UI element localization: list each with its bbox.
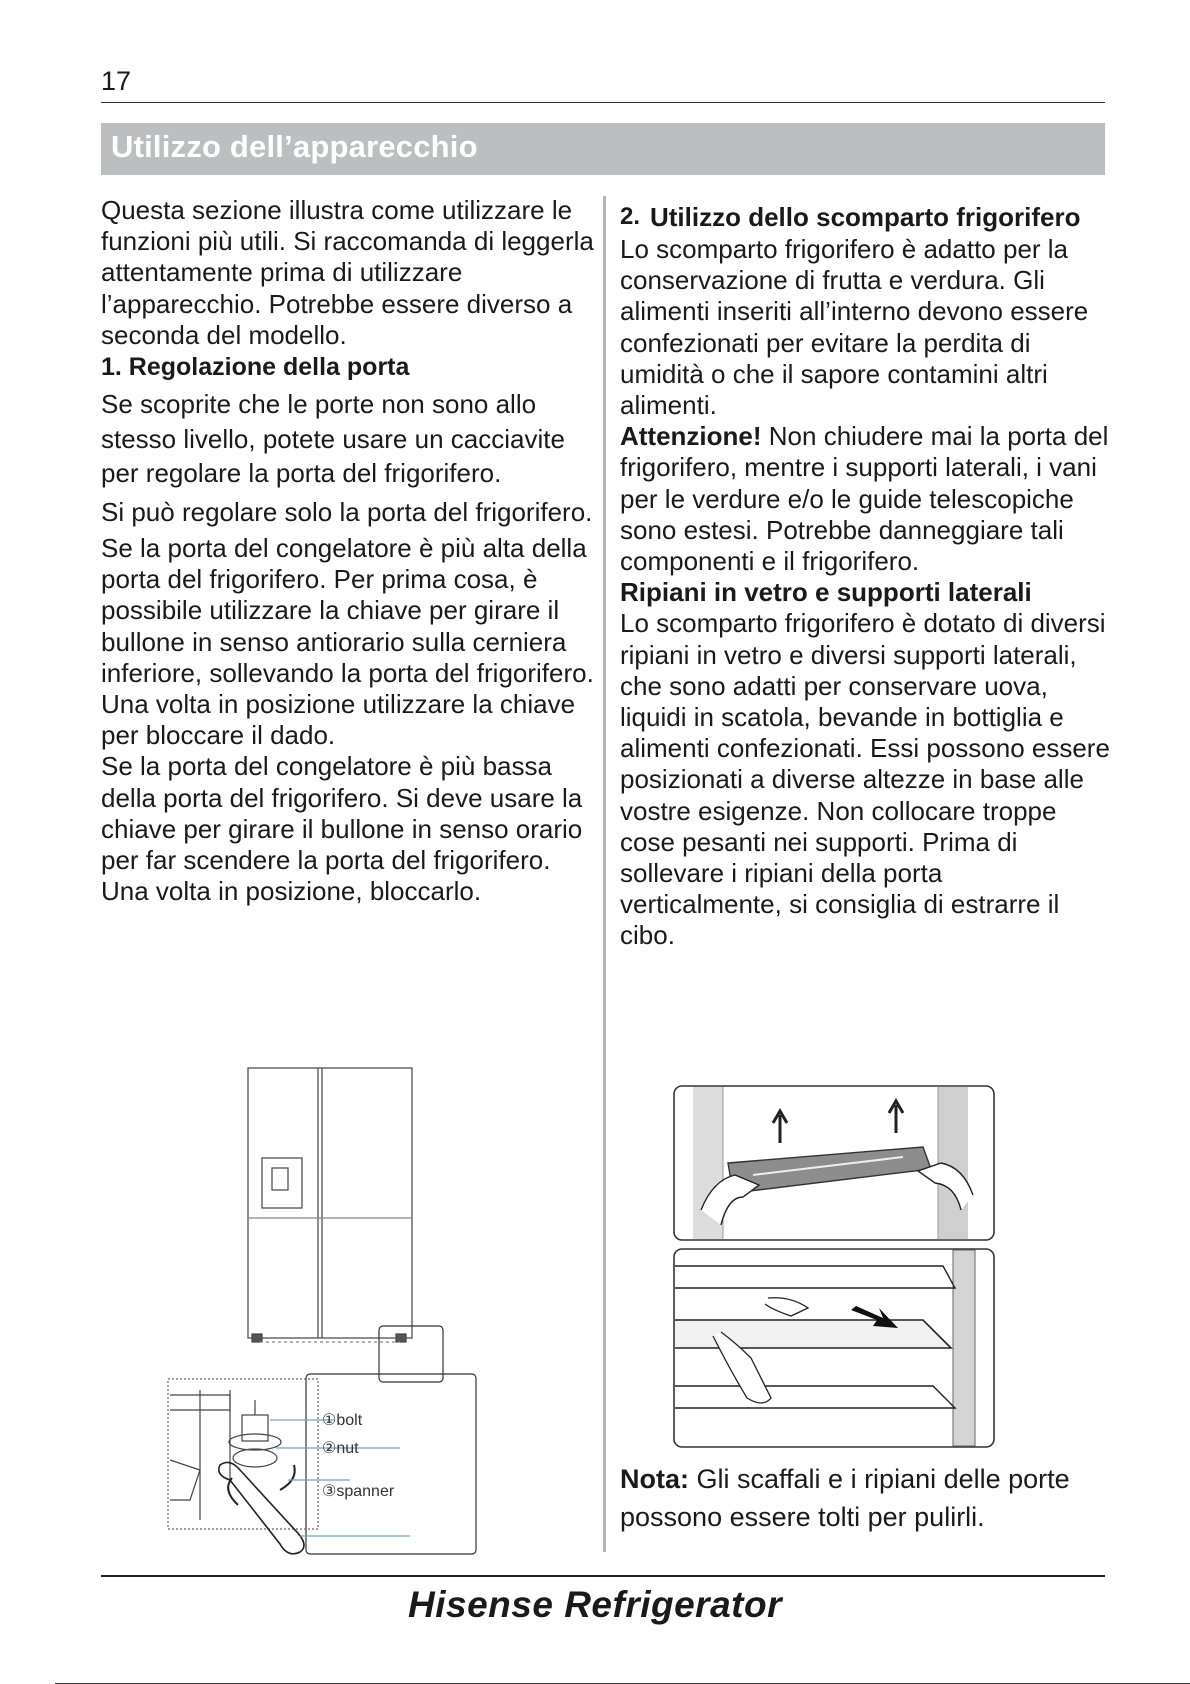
shelves-subheading: Ripiani in vetro e supporti laterali bbox=[620, 577, 1032, 608]
nut-label: ②nut bbox=[322, 1440, 359, 1457]
freezer-lower-paragraph: Se la porta del congelatore è più bassa della porta del frigorifero. Si deve usare la chiave per girare il bullone in senso orario per far scendere la porta del frigorifero. Una volta in posizione, bloccarlo. bbox=[101, 751, 583, 907]
note-paragraph bbox=[620, 1460, 1110, 1536]
bolt-part bbox=[229, 1434, 281, 1450]
warning-text: Non chiudere mai la porta del frigorifero, mentre i supporti laterali, i vani per le verdure e/o le guide telescopiche sono estesi. Potrebbe danneggiare tali componenti e il frigorifero. bbox=[620, 421, 1109, 577]
warning-paragraph bbox=[620, 421, 1110, 577]
note-label: Nota: bbox=[620, 1464, 689, 1494]
door-adjust-paragraph: Se scoprite che le porte non sono allo stesso livello, potete usare un cacciavite per regolare la porta del frigorifero. bbox=[101, 389, 565, 489]
left-column bbox=[101, 195, 596, 907]
section-title-bar bbox=[101, 123, 1105, 175]
note-block bbox=[620, 1460, 1110, 1536]
note-text: Gli scaffali e i ripiani delle porte possono essere tolti per pulirli. bbox=[620, 1464, 1070, 1532]
column-divider bbox=[603, 196, 606, 1552]
spanner-icon bbox=[219, 1462, 304, 1553]
header-rule bbox=[101, 102, 1105, 103]
glass-shelf-remove-figure bbox=[673, 1248, 995, 1448]
section-2-title: Utilizzo dello scomparto frigorifero bbox=[650, 202, 1081, 232]
section-1-heading: 1. Regolazione della porta bbox=[101, 353, 410, 382]
spanner-label: ③spanner bbox=[322, 1483, 395, 1500]
water-dispenser-icon bbox=[262, 1158, 302, 1208]
bolt-label: ①bolt bbox=[322, 1412, 363, 1429]
footer-rule bbox=[101, 1575, 1105, 1577]
page-number: 17 bbox=[101, 66, 132, 96]
section-2-heading bbox=[620, 200, 1110, 234]
freezer-higher-paragraph: Se la porta del congelatore è più alta della porta del frigorifero. Per prima cosa, è possibile utilizzare la chiave per girare il bullone in senso antiorario sulla cerniera inferiore, sollevando la porta del frigorifero. Una volta in posizione utilizzare la chiave per bloccare il dado. bbox=[101, 533, 594, 751]
nut-part bbox=[233, 1449, 277, 1467]
page-title: Utilizzo dell’apparecchio bbox=[111, 129, 478, 164]
shelves-paragraph: Lo scomparto frigorifero è dotato di diversi ripiani in vetro e diversi supporti laterali, che sono adatti per conservare uova, liquidi in scatola, bevande in bottiglia e alimenti confezionati. Essi possono essere posizionati a diverse altezze in base alle vostre esigenze. Non collocare troppe cose pesanti nei supporti. Prima di sollevare i ripiani della porta verticalmente, si consiglia di estrarre il cibo. bbox=[620, 608, 1110, 951]
right-column bbox=[620, 200, 1110, 952]
intro-paragraph: Questa sezione illustra come utilizzare le funzioni più utili. Si raccomanda di leggerla attentamente prima di utilizzare l’apparecchio. Potrebbe essere diverso a seconda del modello. bbox=[101, 195, 594, 350]
section-2-number: 2. bbox=[620, 203, 641, 230]
fridge-outline bbox=[248, 1068, 412, 1338]
door-shelf-lift-figure bbox=[673, 1085, 995, 1241]
fridge-door-only-paragraph: Si può regolare solo la porta del frigorifero. bbox=[101, 496, 593, 527]
fridge-compartment-paragraph: Lo scomparto frigorifero è adatto per la conservazione di frutta e verdura. Gli alimenti inseriti all’interno devono essere confezionati per evitare la perdita di umidità o che il sapore contamini altri alimenti. bbox=[620, 234, 1089, 421]
warning-label: Attenzione! bbox=[620, 421, 762, 452]
brand-footer: Hisense Refrigerator bbox=[408, 1584, 782, 1625]
hinge-detail-box bbox=[306, 1374, 476, 1554]
door-adjustment-figure bbox=[160, 1060, 480, 1560]
